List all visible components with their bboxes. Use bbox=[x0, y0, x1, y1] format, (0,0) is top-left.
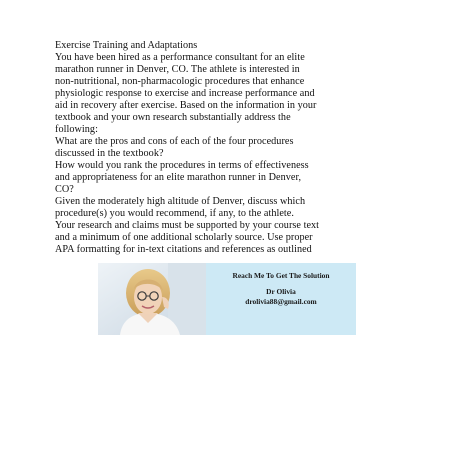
requirements-line: Your research and claims must be supported by your course text bbox=[55, 220, 320, 231]
requirements-line: APA formatting for in-text citations and references as outlined bbox=[55, 244, 312, 255]
contact-card[interactable] bbox=[206, 263, 356, 335]
question-2-line: and appropriateness for an elite marathon runner in Denver, bbox=[55, 172, 302, 183]
contact-name: Dr Olivia bbox=[266, 287, 296, 296]
question-1-line: discussed in the textbook? bbox=[55, 148, 164, 159]
question-1-line: What are the pros and cons of each of the four procedures bbox=[55, 136, 294, 147]
document-line: You have been hired as a performance consultant for an elite bbox=[55, 52, 305, 63]
question-3-line: Given the moderately high altitude of Denver, discuss which bbox=[55, 196, 306, 207]
question-2-line: How would you rank the procedures in terms of effectiveness bbox=[55, 160, 309, 171]
question-3-line: procedure(s) you would recommend, if any, to the athlete. bbox=[55, 208, 294, 219]
question-2-line: CO? bbox=[55, 184, 74, 195]
contact-heading: Reach Me To Get The Solution bbox=[232, 271, 330, 280]
document-line: non-nutritional, non-pharmacologic procedures that enhance bbox=[55, 76, 305, 87]
document-title: Exercise Training and Adaptations bbox=[55, 40, 198, 51]
requirements-line: and a minimum of one additional scholarly source. Use proper bbox=[55, 232, 313, 243]
contact-email-link[interactable]: drolivia88@gmail.com bbox=[245, 297, 317, 306]
document-line: following: bbox=[55, 124, 98, 135]
document-line: textbook and your own research substantially address the bbox=[55, 112, 291, 123]
document-line: marathon runner in Denver, CO. The athlete is interested in bbox=[55, 64, 300, 75]
document-line: physiologic response to exercise and increase performance and bbox=[55, 88, 315, 99]
contact-banner[interactable] bbox=[98, 263, 356, 335]
assignment-document bbox=[55, 40, 405, 256]
document-line: aid in recovery after exercise. Based on the information in your bbox=[55, 100, 317, 111]
woman-with-glasses-photo bbox=[98, 263, 206, 335]
